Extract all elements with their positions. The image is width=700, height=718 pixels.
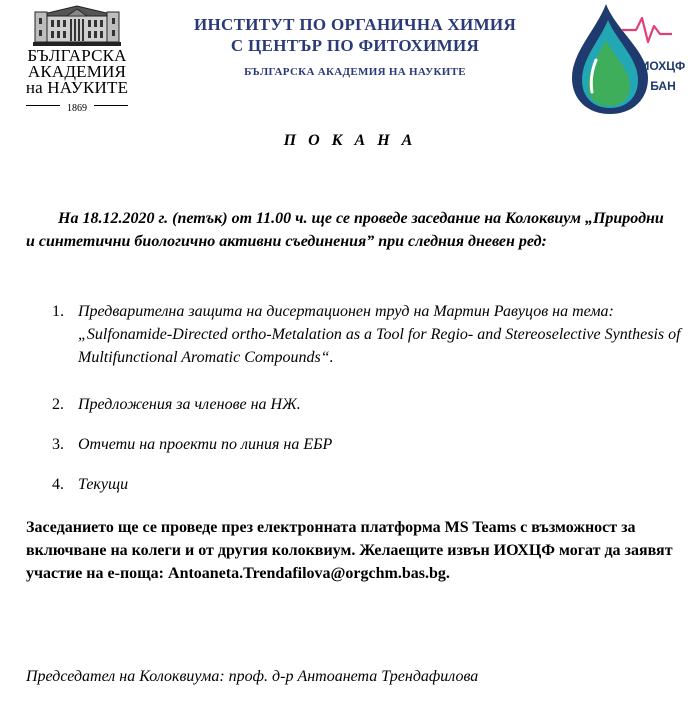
agenda-item-text: Отчети на проекти по линия на ЕБР [78,436,333,453]
intro-paragraph [26,207,676,253]
bas-logo-year: 1869 [67,103,87,114]
iohcf-logo-text-1: ИОХЦФ [640,59,686,73]
divider [26,105,60,106]
academy-building-icon [31,2,123,48]
bas-logo [12,2,142,118]
bas-logo-year-row [12,98,142,112]
agenda-item-text: Предложения за членове на НЖ. [78,396,301,413]
institute-subtitle: БЪЛГАРСКА АКАДЕМИЯ НА НАУКИТЕ [244,66,466,78]
bas-logo-line-1: БЪЛГАРСКА [27,46,127,65]
bas-logo-line-3: на НАУКИТЕ [25,78,129,97]
institute-name-line-1: ИНСТИТУТ ПО ОРГАНИЧНА ХИМИЯ [193,15,517,34]
iohcf-logo-text-2: БАН [650,79,676,93]
agenda-item-number: 3. [52,436,64,453]
bas-logo-line-2: АКАДЕМИЯ [27,62,127,81]
agenda-item [52,393,682,416]
letterhead [0,0,700,120]
agenda-item [52,473,682,496]
chair-signature-line: Председател на Колоквиума: проф. д-р Антоанета Трендафилова [26,668,479,685]
iohcf-drop-logo-icon [566,0,688,118]
institute-name [165,14,545,78]
agenda-item [52,300,682,369]
meeting-note: Заседанието ще се проведе през електронната платформа MS Teams с възможност за включване на колеги и от другия колоквиум. Желаещите извън ИОХЦФ могат да заявят участие на е-поща: Antoaneta.Trendafilova@orgchm.bas.bg. [26,519,673,582]
invitation-title: П О К А Н А [283,132,417,149]
intro-text: На 18.12.2020 г. (петък) от 11.00 ч. ще се проведе заседание на Колоквиум „Природни и синтетични биологично активни съединения” при следния дневен ред: [26,210,664,250]
agenda-list [52,300,682,496]
agenda-item-text: Текущи [78,476,129,493]
agenda-item-number: 4. [52,476,64,493]
institute-name-line-2: С ЦЕНТЪР ПО ФИТОХИМИЯ [230,36,480,55]
agenda-item-number: 2. [52,396,64,413]
divider [94,105,128,106]
agenda-item-number: 1. [52,303,64,320]
agenda-item [52,433,682,456]
agenda-item-text: Предварителна защита на дисертационен труд на Мартин Равуцов на тема: „Sulfonamide-Directed ortho-Metalation as a Tool for Regio- and Stereoselective Synthesis of Multifunctional Aromatic Compounds“. [78,303,681,366]
